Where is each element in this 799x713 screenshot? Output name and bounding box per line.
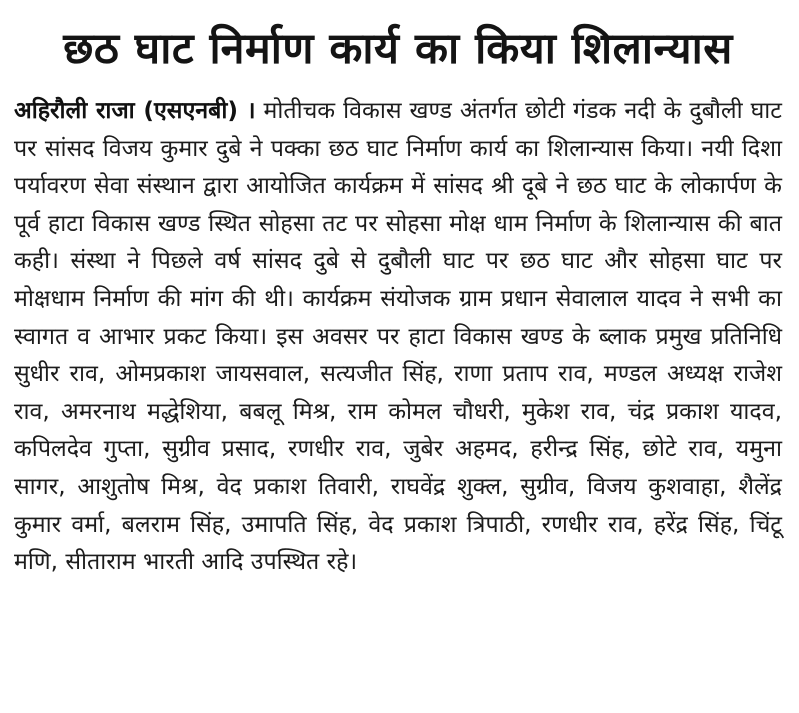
news-article bbox=[14, 10, 782, 581]
article-body bbox=[14, 92, 782, 581]
article-body-text: मोतीचक विकास खण्ड अंतर्गत छोटी गंडक नदी के दुबौली घाट पर सांसद विजय कुमार दुबे ने पक्का छठ घाट निर्माण कार्य का शिलान्यास किया। नयी दिशा पर्यावरण सेवा संस्थान द्वारा आयोजित कार्यक्रम में सांसद श्री दूबे ने छठ घाट के लोकार्पण के पूर्व हाटा विकास खण्ड स्थित सोहसा तट पर सोहसा मोक्ष धाम निर्माण के शिलान्यास की बात कही। संस्था ने पिछले वर्ष सांसद दुबे से दुबौली घाट पर छठ घाट और सोहसा घाट पर मोक्षधाम निर्माण की मांग की थी। कार्यक्रम संयोजक ग्राम प्रधान सेवालाल यादव ने सभी का स्वागत व आभार प्रकट किया। इस अवसर पर हाटा विकास खण्ड के ब्लाक प्रमुख प्रतिनिधि सुधीर राव, ओमप्रकाश जायसवाल, सत्यजीत सिंह, राणा प्रताप राव, मण्डल अध्यक्ष राजेश राव, अमरनाथ मद्धेशिया, बबलू मिश्र, राम कोमल चौधरी, मुकेश राव, चंद्र प्रकाश यादव, कपिलदेव गुप्ता, सुग्रीव प्रसाद, रणधीर राव, जुबेर अहमद, हरीन्द्र सिंह, छोटे राव, यमुना सागर, आशुतोष मिश्र, वेद प्रकाश तिवारी, राघवेंद्र शुक्ल, सुग्रीव, विजय कुशवाहा, शैलेंद्र कुमार वर्मा, बलराम सिंह, उमापति सिंह, वेद प्रकाश त्रिपाठी, रणधीर राव, हरेंद्र सिंह, चिंटू मणि, सीताराम भारती आदि उपस्थित रहे। bbox=[14, 97, 782, 576]
article-dateline: अहिरौली राजा (एसएनबी) । bbox=[14, 97, 256, 124]
article-headline: छठ घाट निर्माण कार्य का किया शिलान्यास bbox=[63, 24, 733, 74]
